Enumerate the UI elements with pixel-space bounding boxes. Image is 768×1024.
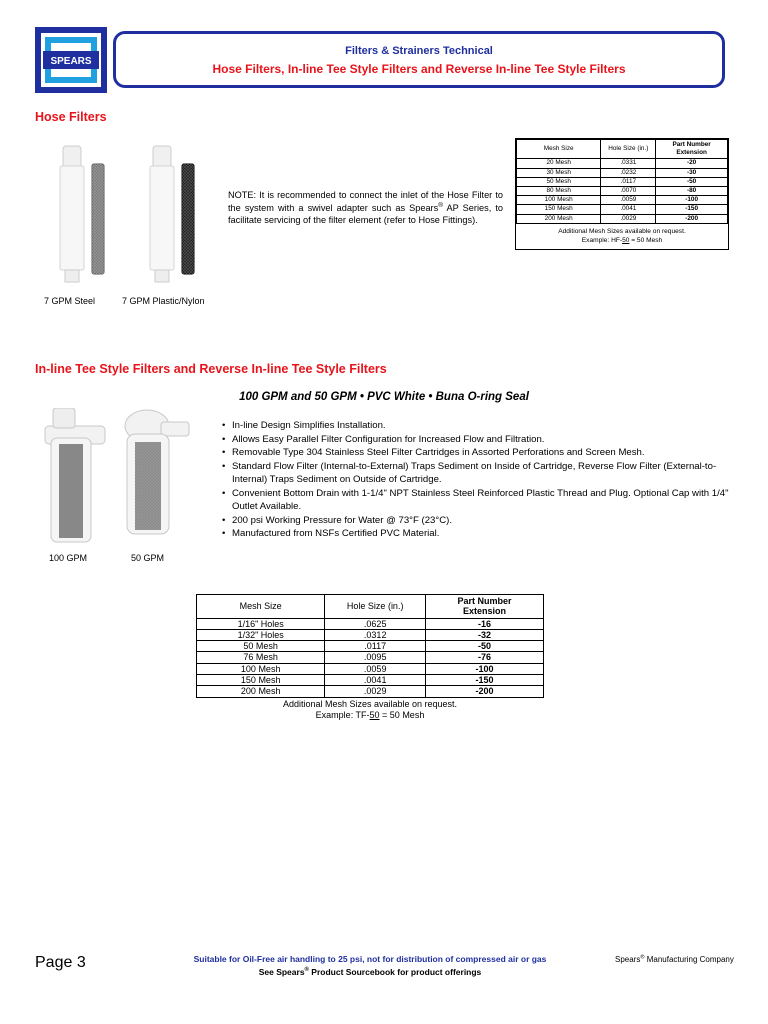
table-row (517, 159, 728, 168)
mesh-size-cell: 76 Mesh (197, 652, 325, 663)
hole-size-cell: .0059 (325, 663, 426, 674)
hole-size-cell: .0095 (325, 652, 426, 663)
list-item: • Manufactured from NSFs Certified PVC Material. (222, 527, 732, 541)
footer-line-2: See Spears® Product Sourcebook for product offerings (258, 967, 482, 977)
mesh-size-cell: 150 Mesh (517, 205, 601, 214)
mesh-size-cell: 20 Mesh (517, 159, 601, 168)
hole-size-cell: .0041 (325, 675, 426, 686)
note-prefix: NOTE: It is recommended to connect the inlet of the Hose Filter to the system with a swivel adapter such as Spears (228, 190, 503, 213)
col-hole-size: Hole Size (in.) (601, 140, 656, 159)
footnote-line-1: Additional Mesh Sizes available on request. (558, 227, 686, 235)
footnote-line-2: Example: HF-50 = 50 Mesh (581, 236, 663, 244)
mesh-size-cell: 1/32" Holes (197, 629, 325, 640)
inline-table-footnote (196, 699, 544, 721)
part-number-cell: -200 (426, 686, 544, 697)
logo-text: SPEARS (50, 56, 92, 67)
part-number-cell: -16 (426, 618, 544, 629)
hose-filter-mesh-table (515, 138, 729, 250)
list-item: • Convenient Bottom Drain with 1-1/4" NPT Stainless Steel Reinforced Plastic Thread and Plug. Optional Cap with 1/4" Outlet Available. (222, 487, 732, 514)
part-number-cell: -20 (656, 159, 728, 168)
mesh-size-cell: 100 Mesh (517, 196, 601, 205)
page-number: Page 3 (35, 954, 86, 971)
header-category: Filters & Strainers Technical (345, 45, 493, 57)
part-number-cell: -32 (426, 629, 544, 640)
hole-size-cell: .0312 (325, 629, 426, 640)
nylon-cartridge-image (182, 164, 194, 274)
footer-notice (150, 953, 590, 979)
table-row (517, 214, 728, 223)
part-number-cell: -50 (426, 641, 544, 652)
inline-filters-title: In-line Tee Style Filters and Reverse In-line Tee Style Filters (35, 362, 387, 376)
table-row (197, 641, 544, 652)
part-number-cell: -80 (656, 187, 728, 196)
caption-50gpm: 50 GPM (131, 553, 165, 563)
list-item: • Standard Flow Filter (Internal-to-External) Traps Sediment on Inside of Cartridge, Reverse Flow Filter (External-to-Internal) Traps Sediment on Outside of Cartridge. (222, 460, 732, 487)
table-row (197, 686, 544, 697)
table-row (197, 629, 544, 640)
table-header-row (197, 595, 544, 619)
table-row (197, 652, 544, 663)
hole-size-cell: .0117 (601, 177, 656, 186)
mesh-size-cell: 80 Mesh (517, 187, 601, 196)
mesh-size-cell: 50 Mesh (517, 177, 601, 186)
table-row (197, 675, 544, 686)
mesh-size-cell: 200 Mesh (197, 686, 325, 697)
mesh-size-cell: 50 Mesh (197, 641, 325, 652)
table-row (197, 663, 544, 674)
steel-housing-image (60, 146, 84, 282)
part-number-cell: -30 (656, 168, 728, 177)
table-row (517, 196, 728, 205)
hole-size-cell: .0117 (325, 641, 426, 652)
steel-cartridge-image (92, 164, 104, 274)
note-suffix: AP Series, to facilitate servicing of the filter element (refer to Hose Fittings). (228, 202, 503, 225)
part-number-cell: -200 (656, 214, 728, 223)
mesh-size-cell: 30 Mesh (517, 168, 601, 177)
mesh-size-cell: 200 Mesh (517, 214, 601, 223)
table-header-row (517, 140, 728, 159)
hole-size-cell: .0331 (601, 159, 656, 168)
header-title: Hose Filters, In-line Tee Style Filters and Reverse In-line Tee Style Filters (212, 62, 626, 76)
hole-size-cell: .0070 (601, 187, 656, 196)
mesh-size-cell: 100 Mesh (197, 663, 325, 674)
table-row (517, 168, 728, 177)
part-number-cell: -100 (656, 196, 728, 205)
table-row (517, 187, 728, 196)
inline-filters-subtitle: 100 GPM and 50 GPM • PVC White • Buna O-ring Seal (239, 391, 529, 403)
hose-filter-images (35, 140, 215, 290)
hole-size-cell: .0232 (601, 168, 656, 177)
table-row (197, 618, 544, 629)
inline-filter-mesh-table (196, 594, 544, 721)
list-item: • Allows Easy Parallel Filter Configuration for Increased Flow and Filtration. (222, 433, 732, 447)
col-part-number: Part Number Extension (656, 140, 728, 159)
caption-plastic-nylon: 7 GPM Plastic/Nylon (122, 296, 205, 306)
mesh-size-cell: 1/16" Holes (197, 618, 325, 629)
header-banner (113, 31, 725, 88)
hole-size-cell: .0059 (601, 196, 656, 205)
mesh-size-cell: 150 Mesh (197, 675, 325, 686)
caption-100gpm: 100 GPM (49, 553, 88, 563)
hose-table-footnote (516, 224, 728, 249)
hose-filter-note (228, 189, 503, 227)
part-number-cell: -100 (426, 663, 544, 674)
list-item: • In-line Design Simplifies Installation. (222, 419, 732, 433)
col-mesh-size: Mesh Size (517, 140, 601, 159)
list-item: • 200 psi Working Pressure for Water @ 73°F (23°C). (222, 514, 732, 528)
plastic-housing-image (150, 146, 174, 282)
hole-size-cell: .0029 (601, 214, 656, 223)
caption-steel: 7 GPM Steel (44, 296, 96, 306)
col-hole-size: Hole Size (in.) (325, 595, 426, 619)
inline-filter-images (35, 408, 210, 548)
part-number-cell: -50 (656, 177, 728, 186)
footer-company: Spears® Manufacturing Company (615, 954, 734, 964)
hose-filters-title: Hose Filters (35, 110, 107, 124)
note-reg-mark: ® (438, 201, 443, 209)
part-number-cell: -150 (426, 675, 544, 686)
filter-100gpm-image (45, 408, 105, 542)
table-row (517, 205, 728, 214)
footer-line-1: Suitable for Oil-Free air handling to 25 psi, not for distribution of compressed air or gas (193, 954, 547, 964)
feature-list (222, 419, 732, 541)
hole-size-cell: .0625 (325, 618, 426, 629)
col-part-number: Part Number Extension (426, 595, 544, 619)
footnote-line-2: Example: TF-50 = 50 Mesh (315, 709, 425, 720)
part-number-cell: -150 (656, 205, 728, 214)
part-number-cell: -76 (426, 652, 544, 663)
list-item: • Removable Type 304 Stainless Steel Filter Cartridges in Assorted Perforations and Screen Mesh. (222, 446, 732, 460)
spears-logo (35, 27, 107, 93)
hole-size-cell: .0029 (325, 686, 426, 697)
footnote-line-1: Additional Mesh Sizes available on request. (282, 698, 458, 709)
hole-size-cell: .0041 (601, 205, 656, 214)
table-row (517, 177, 728, 186)
filter-50gpm-image (125, 410, 189, 534)
col-mesh-size: Mesh Size (197, 595, 325, 619)
